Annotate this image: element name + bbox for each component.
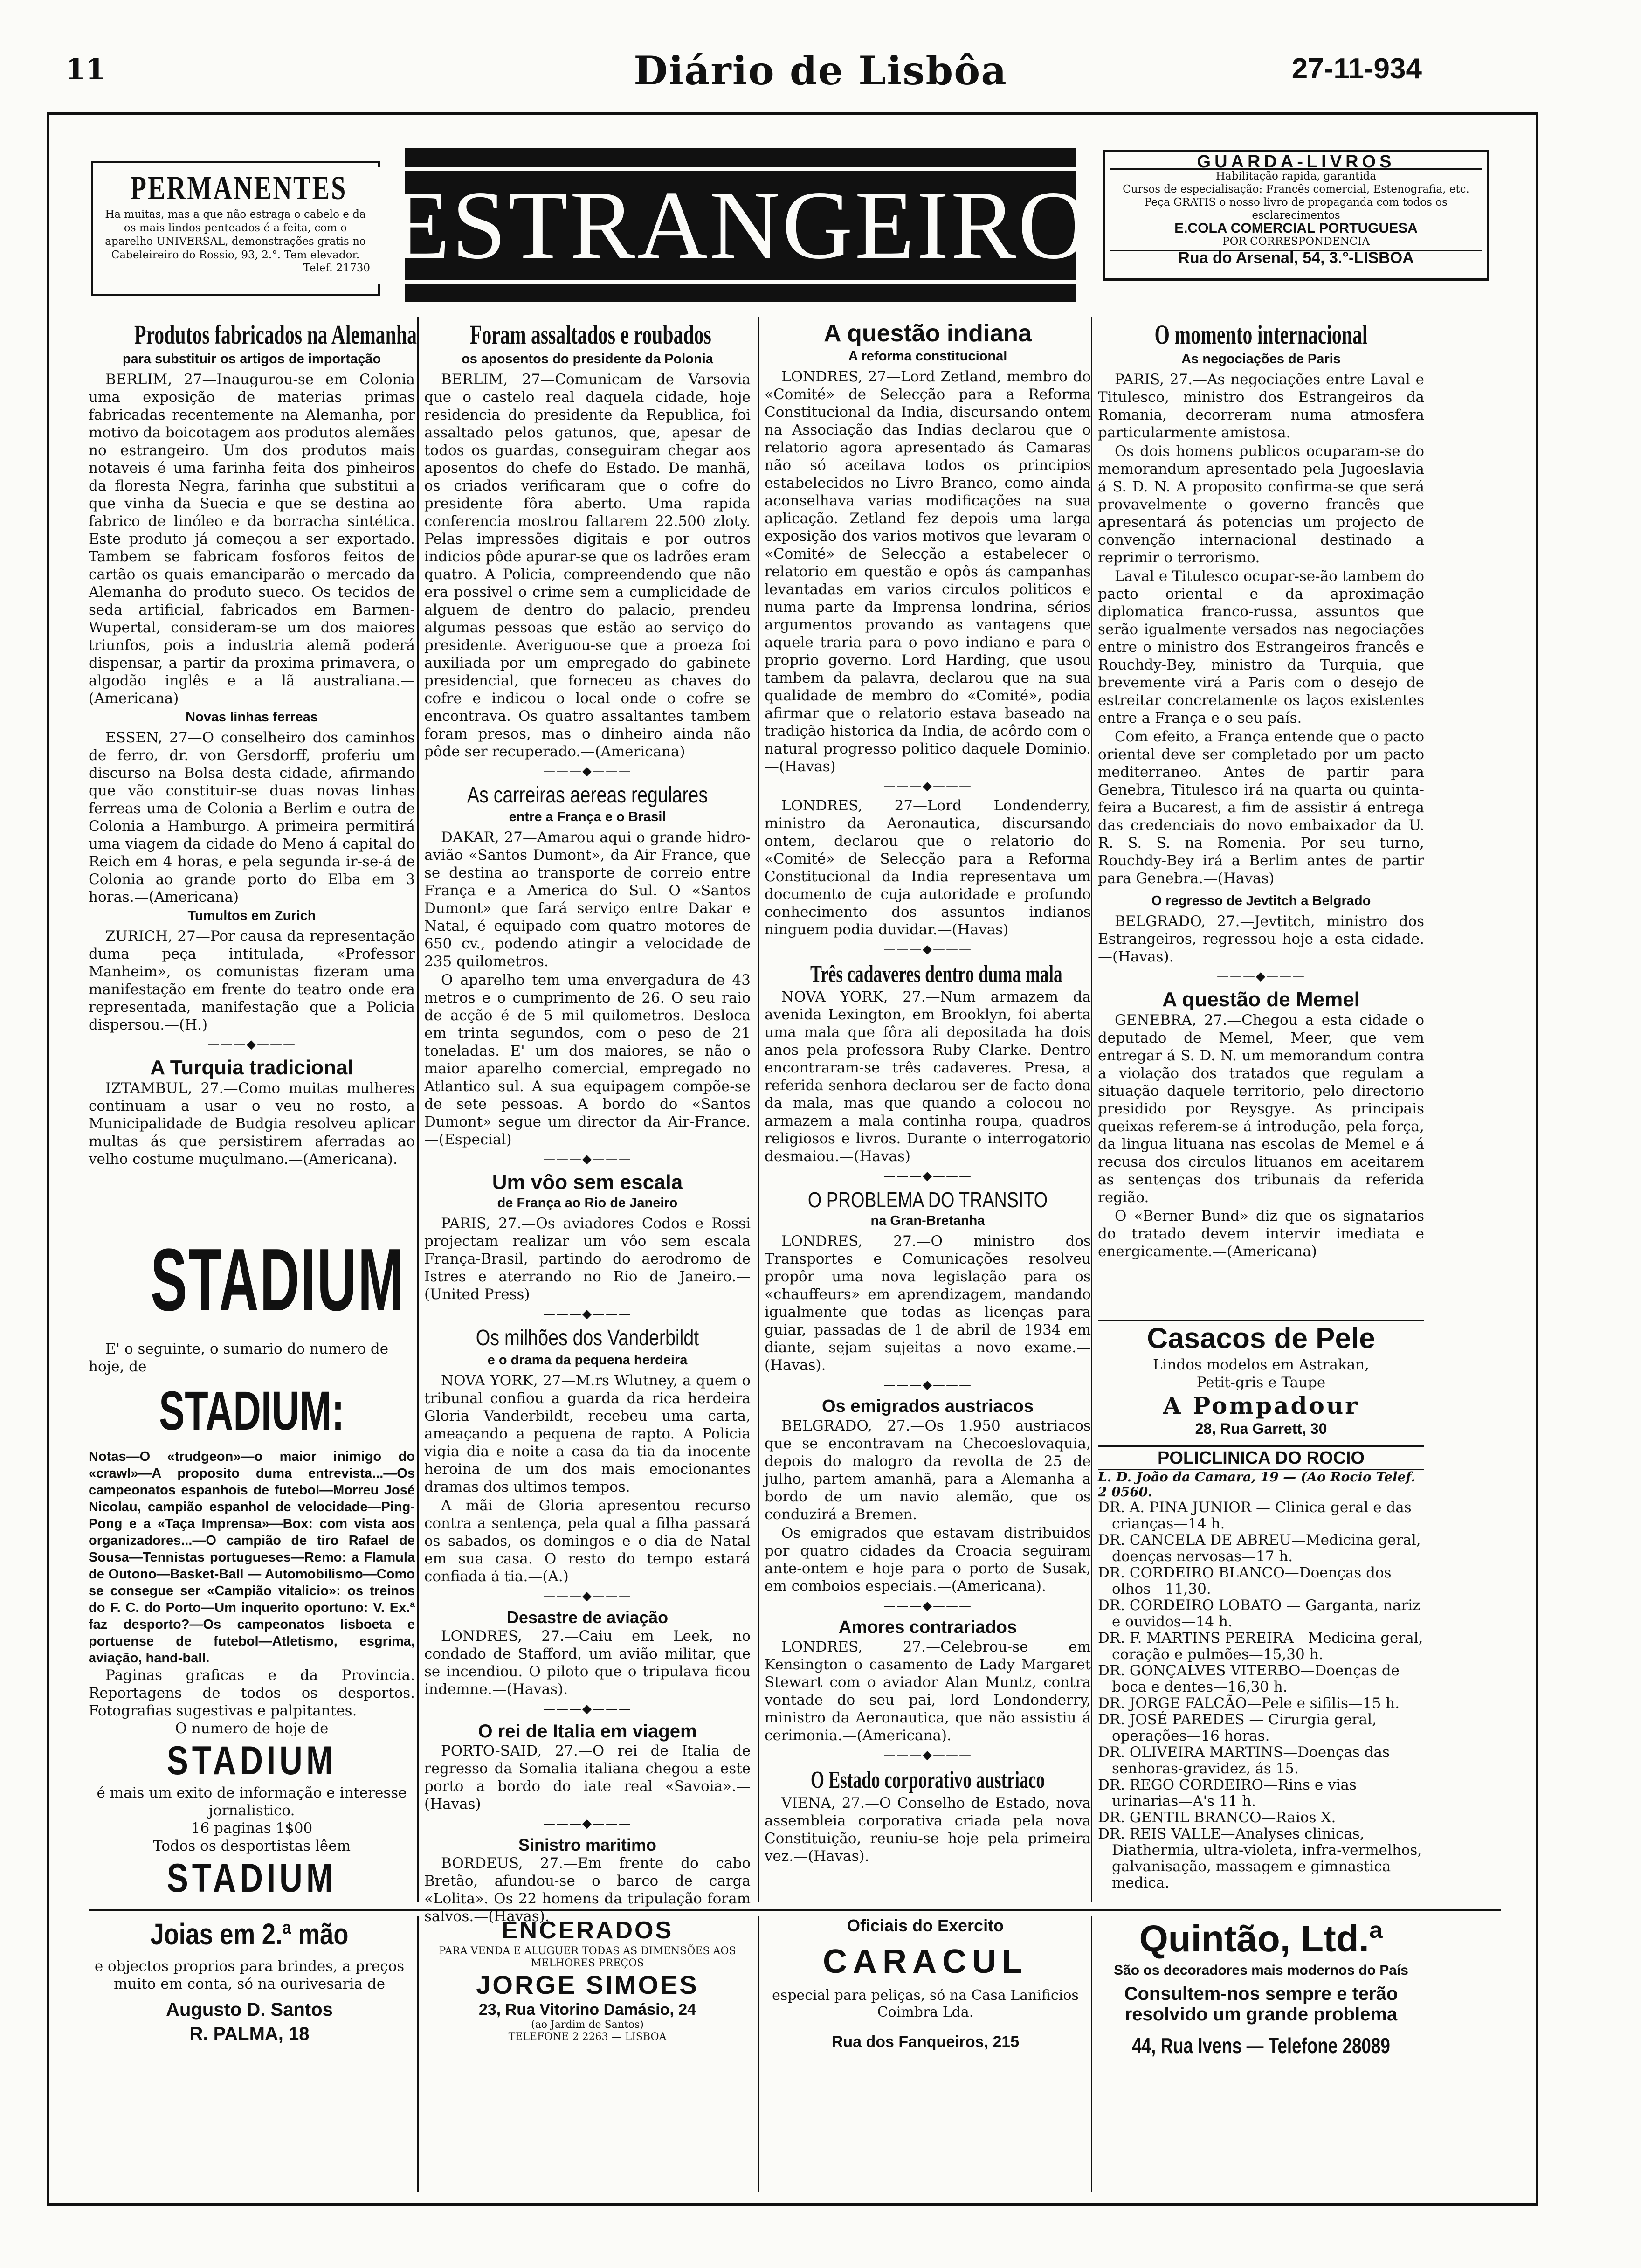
ad-guarda-line2: Cursos de especialisação: Francês comercial, Estenografia, etc. Peça GRATIS o nosso livro de propaganda com todos os esclarecimentos [1123, 183, 1469, 221]
article-body: Os dois homens publicos ocuparam-se do memorandum apresentado pela Jugoeslavia á S. D. N. A proposito confirma-se que será provavelmente o governo francês que apresentará ás potencias um projecto de convenção internacional destinado a reprimir o terrorismo. [1098, 443, 1424, 566]
article-body: Com efeito, a França entende que o pacto oriental deve ser completado por um pacto mediterraneo. Antes de partir para Genebra, Titulesco irá na quarta ou quinta-feira a Bucarest, a fim de assistir á entrega das credenciais do novo embaixador da U. R. S. S. na Romenia. Por seu turno, Rouchdy-Bey irá a Berlim antes de partir para Genebra.—(Havas) [1098, 728, 1424, 887]
ad-encerados [424, 1915, 751, 2195]
headline: O rei de Italia em viagem [478, 1721, 697, 1742]
article-body: LONDRES, 27—Lord Londenderry, ministro da Aeronautica, discursando ontem, declarou que o relatorio do «Comité» de Selecção para a Reforma Constitucional da India representava um documento de cuja autoridade e profundo conhecimento dos assuntos indianos ninguem podia duvidar.—(Havas) [765, 797, 1091, 938]
article-body: IZTAMBUL, 27.—Como muitas mulheres continuam a usar o veu no rosto, a Municipalidade de Budgia resolveu aplicar multas ás que persistirem aferradas ao velho costume muçulmano.—(Americana). [89, 1080, 415, 1168]
article-body: BELGRADO, 27.—Os 1.950 austriacos que se encontravam na Checoeslovaquia, depois do malogro da revolta de 25 de julho, partem amanhã, para a Alemanha a bordo de um navio alemão, que os conduzirá a Bremen. [765, 1418, 1091, 1523]
ad-joias-title: Joias em 2.ª mão [150, 1917, 349, 1951]
column-1 [89, 317, 415, 1169]
ad-quintao-cta: Consultem-nos sempre e terão resolvido um grande problema [1124, 1984, 1398, 2025]
separator: ———◆——— [543, 1307, 632, 1321]
article-body: ESSEN, 27—O conselheiro dos caminhos de ferro, dr. von Gersdorff, proferiu um discurso na Bolsa desta cidade, afirmando que vão constituir-se duas novas linhas ferreas uma de Colonia a Berlim e outra de Colonia a Hamburgo. A primeira permitirá uma viagem da cidade do Meno á capital do Reich em 4 horas, e pela segunda ir-se-á de Colonia ao grande porto do Elba em 3 horas.—(Americana) [89, 729, 415, 906]
column-rule [417, 317, 419, 1902]
policlinica-doctor: DR. REGO CORDEIRO—Rins e vias urinarias—A's 11 h. [1098, 1777, 1357, 1810]
separator: ———◆——— [1217, 969, 1305, 983]
ad-permanentes-title: PERMANENTES [130, 169, 347, 207]
article-body: LONDRES, 27.—O ministro dos Transportes e Comunicações resolveu propôr uma nova legislação para os «chauffeurs» em aprendizagem, mandando igualmente que todas as licenças para guiar, passadas de 1 de abril de 1934 em diante, sejam sujeitas a novo exame.—(Havas). [765, 1233, 1091, 1374]
ad-quintao-line: São os decoradores mais modernos do País [1114, 1963, 1408, 1978]
headline: Desastre de aviação [506, 1607, 669, 1627]
article-body: BORDEUS, 27.—Em frente do cabo Bretão, afundou-se o barco de carga «Lolita». Os 22 homens da tripulação foram salvos.—(Havas). [424, 1855, 751, 1925]
ad-permanentes-phone: Telef. 21730 [303, 262, 370, 274]
stadium-readers: Todos os desportistas lêem [152, 1838, 351, 1854]
subheadline: na Gran-Bretanha [870, 1213, 985, 1229]
ad-encerados-name: JORGE SIMOES [476, 1970, 699, 1999]
ad-guarda-address: Rua do Arsenal, 54, 3.°-LISBOA [1110, 250, 1482, 264]
ad-caracul [765, 1915, 1086, 2195]
article-body: PORTO-SAID, 27.—O rei de Italia de regresso da Somalia italiana chegou a este porto a bordo do iate real «Savoia».—(Havas) [424, 1742, 751, 1812]
headline: Um vôo sem escala [492, 1171, 683, 1194]
subheadline: entre a França e o Brasil [509, 809, 666, 825]
separator: ———◆——— [883, 1378, 972, 1392]
bottom-ads-rule [89, 1909, 1501, 1911]
policlinica-doctor: DR. GONÇALVES VITERBO—Doenças de boca e dentes—16,30 h. [1098, 1662, 1400, 1695]
headline: A questão de Memel [1162, 988, 1360, 1011]
policlinica-doctor: DR. CORDEIRO BLANCO—Doenças dos olhos—11,30. [1098, 1564, 1392, 1597]
ad-encerados-near: (ao Jardim de Santos) [531, 2019, 644, 2031]
separator: ———◆——— [883, 942, 972, 956]
subheadline: Novas linhas ferreas [186, 709, 318, 725]
headline: Os milhões dos Vanderbildt [476, 1326, 699, 1351]
article-body: DAKAR, 27—Amarou aqui o grande hidro-avião «Santos Dumont», da Air France, que se destina ao transporte de correio entre França e a America do Sul. O «Santos Dumont» que fará serviço entre Dakar e Natal, é equipado com quatro motores de 650 cv., podendo atingir a velocidade de 235 quilometros. [424, 829, 751, 970]
stadium-extra: Paginas graficas e da Provincia. Reportagens de todos os desportos. Fotografias sugestivas e palpitantes. [89, 1667, 415, 1719]
headline: Três cadaveres dentro duma mala [810, 961, 1062, 988]
ad-pele-line1: Lindos modelos em Astrakan, [1152, 1356, 1370, 1373]
ad-guarda-livros [1103, 150, 1489, 281]
stadium-price: 16 paginas 1$00 [191, 1820, 313, 1837]
article-body: Laval e Titulesco ocupar-se-ão tambem do pacto oriental e da aproximação diplomatica franco-russa, assuntos que serão igualmente versados nas negociações entre o ministro dos Estrangeiros francês e Rouchdy-Bey, ministro da Turquia, que brevemente virá a Paris com o desejo de estreitar concretamente os laços existentes entre a França e o seu país. [1098, 567, 1424, 726]
headline: A questão indiana [824, 320, 1032, 347]
article-body: NOVA YORK, 27.—Num armazem da avenida Lexington, em Brooklyn, foi aberta uma mala que fôra ali depositada ha dois anos pela professora Ruby Clarke. Dentro encontraram-se três cadaveres. Presa, a referida senhora declarou ser de facto dona da mala, mas que quando a colocou no armazem a mala continha roupa, quadros religiosos e livros. Durante o interrogatorio desmaiou.—(Havas) [765, 989, 1091, 1165]
section-banner [390, 148, 1091, 302]
ad-pele-title: Casacos de Pele [1147, 1322, 1375, 1355]
headline: Foram assaltados e roubados [470, 319, 711, 350]
subheadline: de França ao Rio de Janeiro [497, 1196, 678, 1211]
headline: A Turquia tradicional [150, 1056, 353, 1079]
ad-quintao-title: Quintão, Ltd.ª [1139, 1918, 1383, 1959]
article-body: PARIS, 27.—Os aviadores Codos e Rossi projectam realizar um vôo sem escala França-Brasil, partindo do aerodromo de Istres e aterrando no Rio de Janeiro.—(United Press) [424, 1215, 751, 1303]
headline: O Estado corporativo austriaco [810, 1767, 1045, 1794]
policlinica-doctor-list [1098, 1500, 1424, 1891]
policlinica-doctor: DR. GENTIL BRANCO—Raios X. [1098, 1809, 1336, 1826]
ad-permanentes [91, 161, 380, 296]
ad-encerados-line: PARA VENDA E ALUGUER TODAS AS DIMENSÕES AOS MELHORES PREÇOS [439, 1945, 736, 1969]
subheadline: A reforma constitucional [848, 348, 1007, 364]
ad-guarda-line1: Habilitação rapida, garantida [1215, 170, 1377, 182]
ad-policlinica [1098, 1445, 1424, 1902]
separator: ———◆——— [543, 1701, 632, 1716]
stadium-logo: STADIUM: [159, 1380, 345, 1442]
ad-caracul-body: especial para peliças, só na Casa Lanificios Coimbra Lda. [772, 1987, 1079, 2020]
headline: Amores contrariados [838, 1618, 1017, 1638]
ad-pele-line2: Petit-gris e Taupe [1196, 1374, 1326, 1391]
ad-caracul-title: CARACUL [823, 1943, 1028, 1980]
article-body: BELGRADO, 27.—Jevtitch, ministro dos Estrangeiros, regressou hoje a esta cidade.—(Havas). [1098, 913, 1424, 965]
ad-guarda-school: E.COLA COMERCIAL PORTUGUESA [1174, 221, 1418, 236]
article-body: O aparelho tem uma envergadura de 43 metros e o cumprimento de 26. O seu raio de acção é de 5 mil quilometros. Desloca em trinta segundos, com o peso de 21 toneladas. E' um dos maiores, se não o maior aparelho comercial, empregado no Atlantico sul. A sua equipagem compõe-se de sete pessoas. A bordo do «Santos Dumont» segue um director da Air-France.—(Especial) [424, 972, 751, 1148]
separator: ———◆——— [883, 779, 972, 793]
stadium-summary: Notas—O «trudgeon»—o maior inimigo do «crawl»—A proposito duma entrevista...—Os campeonatos espanhois de futebol—Morreu José Nicolau, campião espanhol de velocidade—Ping-Pong e a «Taça Imprensa»—Box: com vista aos organizadores...—O campião de tiro Rafael de Sousa—Tennistas portugueses—Remo: a Flamula de Outono—Basket-Ball — Automobilismo—Como se consegue ser «Campião vitalicio»: os treinos do F. C. do Porto—Um inquerito oportuno: V. Ex.ª faz desporto?—Os campeonatos lisboeta e portuense de futebol—Atletismo, esgrima, aviação, hand-ball. [89, 1449, 415, 1666]
headline: Sinistro maritimo [518, 1835, 657, 1854]
ad-encerados-title: ENCERADOS [501, 1917, 674, 1944]
column-rule [417, 1916, 419, 2192]
ad-pele-address: 28, Rua Garrett, 30 [1195, 1420, 1327, 1437]
article-body: ZURICH, 27—Por causa da representação duma peça intitulada, «Professor Manheim», os comunistas fizeram uma manifestação em frente do teatro onde era representada, manifestação que a Policia dispersou.—(H.) [89, 927, 415, 1033]
article-body: LONDRES, 27—Lord Zetland, membro do «Comité» de Selecção para a Reforma Constitucional da India, discursando ontem na Associação das Indias declarou que o relatorio agora apresentado ás Camaras não só aceitava todos os principios estabelecidos no Livro Branco, como ainda aconselhava varias modificações na sua aplicação. Zetland fez depois uma larga exposição dos varios motivos que levaram o «Comité» de Selecção a estabelecer o relatorio em questão e opôs ás campanhas levantadas em varios circulos politicos e numa parte da Imprensa londrina, sérios argumentos provando as vantagens que aquele traria para o povo indiano e para o proprio governo. Lord Harding, que usou tambem da palavra, declarou que na sua qualidade de membro do «Comité», podia afirmar que o relatorio estava baseado na tradição historica da India, de acôrdo com o natural progresso politico daquele Dominio.—(Havas) [765, 368, 1091, 775]
separator: ———◆——— [543, 1816, 632, 1831]
subheadline: Tumultos em Zurich [187, 908, 316, 923]
ad-guarda-title: GUARDA-LIVROS [1110, 155, 1482, 170]
ad-joias-address: R. PALMA, 18 [189, 2024, 310, 2044]
article-body: Os emigrados que estavam distribuidos por quatro cidades da Croacia seguiram ante-ontem e hoje para o porto de Susak, em comboios especiais.—(Americana). [765, 1525, 1091, 1595]
ad-caracul-overline: Oficiais do Exercito [847, 1916, 1004, 1935]
ad-quintao-address: 44, Rua Ivens — Telefone 28089 [1132, 2033, 1390, 2058]
ad-encerados-address: 23, Rua Vitorino Damásio, 24 [478, 2001, 696, 2019]
ad-joias [89, 1915, 410, 2195]
ad-guarda-mode: POR CORRESPONDENCIA [1222, 235, 1370, 248]
column-4 [1098, 317, 1424, 1301]
ad-quintao [1098, 1915, 1424, 2195]
column-rule [758, 1916, 759, 2192]
issue-date: 27-11-934 [1291, 53, 1422, 85]
policlinica-doctor: DR. JOSÉ PAREDES — Cirurgia geral, operações—16 horas. [1098, 1711, 1377, 1744]
newspaper-title: Diário de Lisbôa [634, 48, 1007, 94]
policlinica-title: POLICLINICA DO ROCIO [1098, 1445, 1424, 1470]
policlinica-doctor: DR. CANCELA DE ABREU—Medicina geral, doenças nervosas—17 h. [1098, 1532, 1421, 1565]
stadium-logo: STADIUM [166, 1856, 337, 1901]
ad-casacos-pele [1098, 1320, 1424, 1443]
separator: ———◆——— [543, 764, 632, 778]
policlinica-doctor: DR. CORDEIRO LOBATO — Garganta, nariz e ouvidos—14 h. [1098, 1597, 1420, 1630]
policlinica-doctor: DR. REIS VALLE—Analyses clinicas, Diathermia, ultra-violeta, infra-vermelhos, galvanisação, massagem e gimnastica medica. [1098, 1825, 1422, 1891]
stadium-intro: E' o seguinte, o sumario do numero de hoje, de [89, 1341, 389, 1375]
article-body: PARIS, 27.—As negociações entre Laval e Titulesco, ministro dos Estrangeiros da Romania, decorreram numa atmosfera particularmente amistosa. [1098, 371, 1424, 441]
headline: Produtos fabricados na Alemanha [134, 319, 417, 350]
article-body: VIENA, 27.—O Conselho de Estado, nova assembleia corporativa criada pela nova Constituição, reuniu-se hoje pela primeira vez.—(Havas). [765, 1794, 1091, 1865]
headline: O PROBLEMA DO TRANSITO [807, 1188, 1048, 1212]
column-rule [1091, 1916, 1092, 2192]
ad-permanentes-body: Ha muitas, mas a que não estraga o cabelo e da os mais lindos penteados é a feita, com o aparelho UNIVERSAL, demonstrações gratis no Cabeleireiro do Rossio, 93, 2.°. Tem elevador. [105, 208, 366, 261]
article-body: NOVA YORK, 27—M.rs Wlutney, a quem o tribunal confiou a guarda da rica herdeira Gloria Vanderbildt, recebeu uma carta, ameaçando a pequena de rapto. A Policia vigia dia e noite a casa da tia da inocente heroina de um dos mais emocionantes dramas dos ultimos tempos. [424, 1372, 751, 1495]
article-body: BERLIM, 27—Inaugurou-se em Colonia uma exposição de materias primas fabricadas recentemente na Alemanha, por motivo da boicotagem aos produtos alemães no estrangeiro. Um dos produtos mais notaveis é uma farinha feita dos pinheiros da floresta Negra, farinha que substitui a que vinha da Suecia e que se destina ao fabrico de linóleo e da borracha sintética. Este produto já começou a ser exportado. Tambem se fabricam fosforos feitos de cartão os quais emanciparão o mercado da Alemanha do produto sueco. Os tecidos de seda artificial, fabricados em Barmen-Wupertal, consideram-se um dos maiores triunfos, pois a industria alemã poderá dispensar, a partir da proxima primavera, o algodão inglês e a lã australiana.—(Americana) [89, 371, 415, 707]
separator: ———◆——— [883, 1169, 972, 1183]
separator: ———◆——— [543, 1152, 632, 1167]
ad-pele-shop: A Pompadour [1163, 1392, 1359, 1419]
article-body: LONDRES, 27.—Caiu em Leek, no condado de Stafford, um avião militar, que se incendiou. O piloto que o tripulava ficou indemne.—(Havas). [424, 1627, 751, 1698]
column-rule [758, 317, 759, 1902]
article-body: A mãi de Gloria apresentou recurso contra a sentença, pela qual a filha passará os sabados, os domingos e o dia de Natal em sua casa. O resto do tempo estará confiada á tia.—(A.) [424, 1497, 751, 1585]
ad-joias-body: e objectos proprios para brindes, a preços muito em conta, só na ourivesaria de [94, 1958, 405, 1992]
separator: ———◆——— [543, 1589, 632, 1603]
stadium-numero: O numero de hoje de [175, 1720, 329, 1737]
page-number: 11 [65, 52, 106, 86]
stadium-logo: STADIUM [166, 1738, 337, 1783]
column-rule [1091, 317, 1092, 1902]
subheadline: O regresso de Jevtitch a Belgrado [1151, 893, 1371, 908]
separator: ———◆——— [883, 1599, 972, 1613]
headline: Os emigrados austriacos [821, 1397, 1034, 1417]
column-3 [765, 317, 1091, 1907]
subheadline: As negociações de Paris [1181, 351, 1341, 366]
ad-joias-name: Augusto D. Santos [166, 1999, 333, 2020]
column-2 [424, 317, 751, 1925]
ad-caracul-address: Rua dos Fanqueiros, 215 [831, 2033, 1020, 2051]
headline: As carreiras aereas regulares [467, 782, 708, 808]
subheadline: e o drama da pequena herdeira [487, 1352, 688, 1368]
article-body: O «Berner Bund» diz que os signatarios do tratado devem intervir imediata e energicamente.—(Americana) [1098, 1208, 1424, 1260]
article-body: BERLIM, 27—Comunicam de Varsovia que o castelo real daquela cidade, hoje residencia do presidente da Republica, foi assaltado pelos gatunos, que, apesar de todos os guardas, conseguiram chegar aos aposentos do chefe do Estado. De manhã, os criados verificaram que o cofre do presidente fôra aberto. Uma rapida conferencia mostrou faltarem 22.500 zloty. Pelas impressões digitais e por outros indicios pôde apurar-se que os ladrões eram quatro. A Policia, compreendendo que não era possivel o crime sem a cumplicidade de alguem de dentro do palacio, prendeu algumas pessoas que estão ao serviço do presidente. Averiguou-se que a proeza foi auxiliada por um empregado do gabinete presidencial, que forneceu as chaves do cofre e indicou o local onde o cofre se encontrava. Os quatro assaltantes tambem foram presos, mas o dinheiro ainda não pôde ser recuperado.—(Americana) [424, 371, 751, 760]
subheadline: para substituir os artigos de importação [122, 351, 381, 366]
ad-encerados-phone: TELEFONE 2 2263 — LISBOA [508, 2031, 667, 2043]
ad-stadium [89, 1226, 415, 1901]
separator: ———◆——— [883, 1748, 972, 1763]
policlinica-doctor: DR. OLIVEIRA MARTINS—Doenças das senhoras-gravidez, ás 15. [1098, 1744, 1390, 1777]
policlinica-doctor: DR. A. PINA JUNIOR — Clinica geral e das crianças—14 h. [1098, 1499, 1412, 1532]
subheadline: os aposentos do presidente da Polonia [462, 351, 713, 366]
policlinica-address: L. D. João da Camara, 19 — (Ao Rocio Telef. 2 0560. [1098, 1469, 1416, 1500]
article-body: LONDRES, 27.—Celebrou-se em Kensington o casamento de Lady Margaret Stewart com o aviador Alan Muntz, contra vontade do seu pai, lord Londonderry, ministro da Aeronautica, que não assistiu á cerimonia.—(Americana). [765, 1639, 1091, 1744]
stadium-exito: é mais um exito de informação e interesse jornalistico. [97, 1784, 407, 1819]
article-body: GENEBRA, 27.—Chegou a esta cidade o deputado de Memel, Meer, que vem entregar á S. D. N. um memorandum contra a violação dos tratados que regulam a situação daquele territorio, pelo directorio presidido por Reysgye. As principais queixas referem-se á introdução, pela força, da lingua lituana nas escolas de Memel e á recusa dos circulos lituanos em aceitarem as sentenças dos tribunais da referida região. [1098, 1012, 1424, 1206]
separator: ———◆——— [207, 1037, 296, 1051]
section-banner-text: ESTRANGEIRO [376, 167, 1104, 284]
policlinica-doctor: DR. F. MARTINS PEREIRA—Medicina geral, coração e pulmões—15,30 h. [1098, 1630, 1423, 1663]
headline: O momento internacional [1154, 319, 1368, 350]
stadium-logo: STADIUM [151, 1231, 405, 1329]
policlinica-doctor: DR. JORGE FALCÃO—Pele e sifilis—15 h. [1098, 1695, 1400, 1712]
